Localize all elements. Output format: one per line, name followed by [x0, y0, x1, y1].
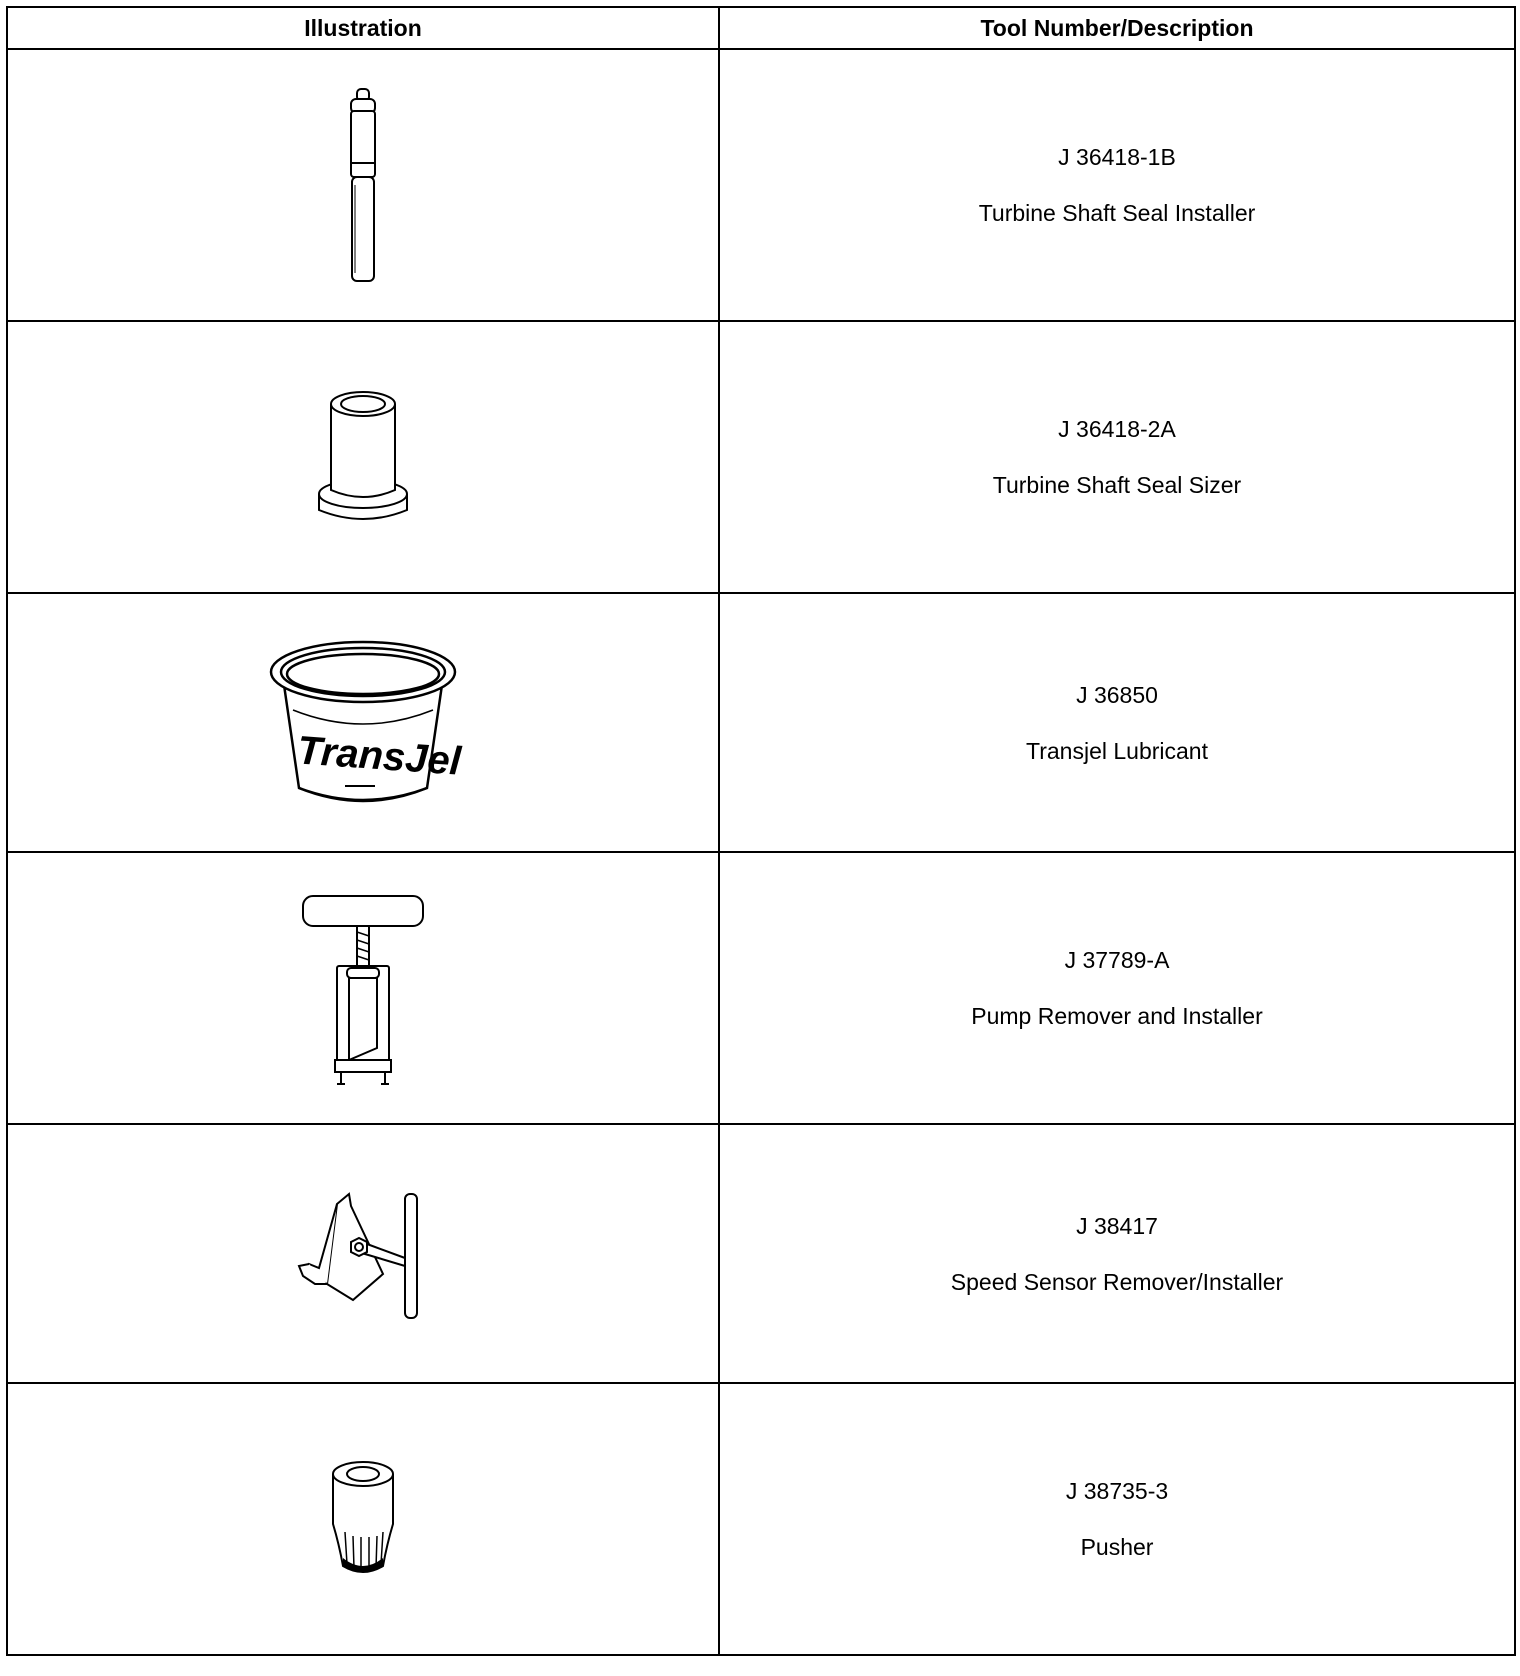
illustration-cell — [7, 1383, 719, 1655]
table-row — [7, 593, 1515, 852]
lubricant-label-text: TransJel — [295, 727, 463, 784]
description-cell — [719, 1124, 1515, 1383]
tool-number: J 36418-1B — [1058, 144, 1176, 170]
seal-installer-shaft-icon — [333, 85, 393, 285]
illustration-cell — [7, 49, 719, 321]
description-cell — [719, 321, 1515, 593]
description-cell — [719, 852, 1515, 1124]
table-row — [7, 852, 1515, 1124]
tool-description: Turbine Shaft Seal Sizer — [992, 472, 1242, 498]
description-cell — [719, 49, 1515, 321]
tool-description: Pump Remover and Installer — [971, 1003, 1263, 1029]
tool-number: J 38735-3 — [1065, 1478, 1169, 1504]
illustration-cell — [7, 852, 719, 1124]
illustration-cell — [7, 321, 719, 593]
table-row — [7, 49, 1515, 321]
pusher-icon — [323, 1454, 403, 1584]
tool-description: Speed Sensor Remover/Installer — [950, 1268, 1284, 1295]
table-row — [7, 1383, 1515, 1655]
header-tool-number-description: Tool Number/Description — [719, 7, 1515, 49]
description-cell — [719, 1383, 1515, 1655]
special-tools-table — [6, 6, 1516, 1656]
tool-description: Transjel Lubricant — [1026, 737, 1208, 764]
tool-number: J 37789-A — [1064, 947, 1170, 973]
lubricant-tub-icon — [263, 628, 463, 818]
tool-number: J 36850 — [1076, 681, 1158, 708]
table-row — [7, 321, 1515, 593]
illustration-cell — [7, 1124, 719, 1383]
header-row — [7, 7, 1515, 49]
description-cell — [719, 593, 1515, 852]
table-row — [7, 1124, 1515, 1383]
tool-number: J 36418-2A — [1058, 416, 1176, 442]
tool-description: Pusher — [1080, 1534, 1154, 1560]
header-illustration: Illustration — [7, 7, 719, 49]
tool-number: J 38417 — [1076, 1212, 1158, 1239]
illustration-cell — [7, 593, 719, 852]
speed-sensor-tool-icon — [293, 1184, 433, 1324]
pump-remover-clamp-icon — [293, 888, 433, 1088]
seal-sizer-sleeve-icon — [313, 382, 413, 532]
tool-description: Turbine Shaft Seal Installer — [978, 200, 1256, 226]
